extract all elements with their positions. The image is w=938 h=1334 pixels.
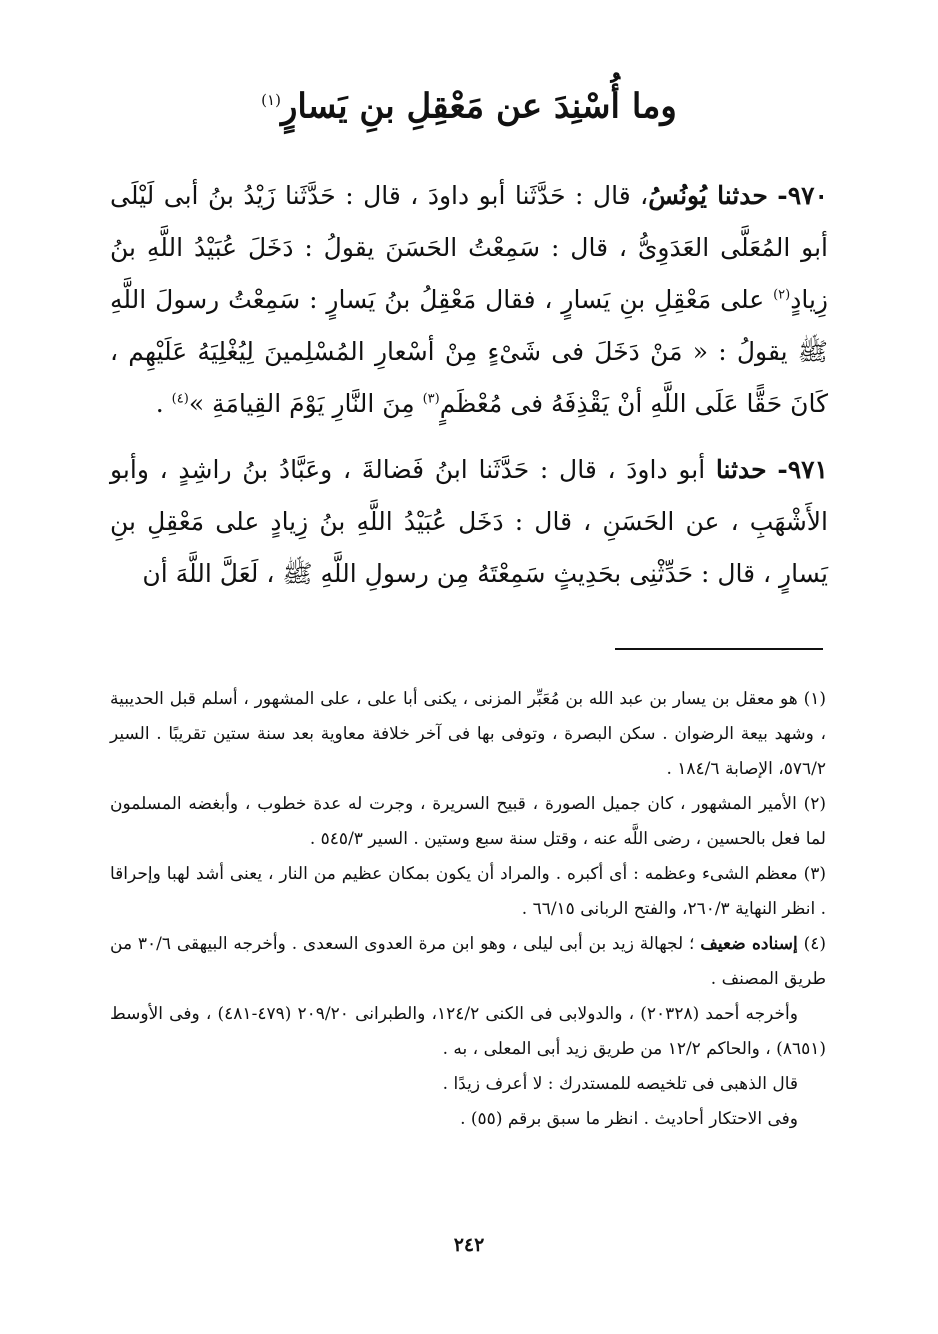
footnote-4-grading: إسناده ضعيف <box>700 934 798 954</box>
section-title-text: وما أُسْنِدَ عن مَعْقِلِ بنِ يَسارٍ <box>280 86 677 127</box>
footnote-separator <box>615 648 823 650</box>
hadith-text: مِنَ النَّارِ يَوْمَ القِيامَةِ » <box>188 389 423 418</box>
hadith-971 <box>110 444 828 600</box>
footnote-marker-2: (٢) <box>773 287 791 303</box>
footnote-4-marker: (٤) <box>803 934 826 954</box>
hadith-text: على مَعْقِلِ بنِ يَسارٍ ، فقال مَعْقِلُ بنُ يَسارٍ : سَمِعْتُ رسولَ اللَّهِ ﷺ يقولُ : « مَنْ دَخَلَ فى شَىْءٍ مِنْ أسْعارِ المُسْلِمينَ لِيُغْلِيَهُ عَلَيْهِم ، كَانَ حَقًّا عَلَى اللَّهِ أنْ يَقْذِفَهُ فى مُعْظَمٍ <box>110 285 829 418</box>
title-footnote-marker: (١) <box>261 91 281 109</box>
hadith-number: ٩٧٠- <box>777 181 828 210</box>
footnote-4-continuation: قال الذهبى فى تلخيصه للمستدرك : لا أعرف زيدًا . <box>442 1074 798 1094</box>
hadith-number: ٩٧١- <box>777 455 828 484</box>
footnote-marker-3: (٣) <box>422 391 440 407</box>
hadith-text: ، قال : حَدَّثَنا أبو داودَ ، قال : حَدَّثَنا زَيْدُ بنُ أبى لَيْلَى أبو المُعَلَّى العَدَوِىُّ ، قال : سَمِعْتُ الحَسَنَ يقولُ : دَخَلَ عُبَيْدُ اللَّهِ بنُ زِيادٍ <box>110 181 828 314</box>
page-number: ٢٤٢ <box>453 1234 485 1256</box>
footnotes <box>110 682 826 1137</box>
hadith-text: . <box>155 389 172 418</box>
footnote-4-continuation: وأخرجه أحمد (٢٠٣٢٨) ، والدولابى فى الكنى ١٢٤/٢، والطبرانى ٢٠٩/٢٠ (٤٧٩-٤٨١) ، وفى الأوسط (٨٦٥١) ، والحاكم ١٢/٢ من طريق زيد أبى المعلى ، به . <box>110 1004 826 1059</box>
footnote-1: (١) هو معقل بن يسار بن عبد الله بن مُعَبِّر المزنى ، يكنى أبا على ، على المشهور ، أسلم قبل الحديبية ، وشهد بيعة الرضوان . سكن البصرة ، وتوفى بها فى آخر خلافة معاوية بعد سنة ستين تقريبًا . السير ٥٧٦/٢، الإصابة ١٨٤/٦ . <box>110 689 826 779</box>
hadith-970 <box>110 170 828 430</box>
footnote-4-text: ؛ لجهالة زيد بن أبى ليلى ، وهو ابن مرة العدوى السعدى . وأخرجه البيهقى ٣٠/٦ من طريق المصنف . <box>110 934 826 989</box>
hadith-text: أبو داودَ ، قال : حَدَّثَنا ابنُ فَضالةَ ، وعَبَّادُ بنُ راشِدٍ ، وأبو الأَشْهَبِ ، عن الحَسَنِ ، قال : دَخَل عُبَيْدُ اللَّهِ بنُ زِيادٍ على مَعْقِلِ بنِ يَسارٍ ، قال : حَدِّثْنِى بحَدِيثٍ سَمِعْتَهُ مِن رسولِ اللَّهِ ﷺ ، لَعَلَّ اللَّهَ أن <box>110 455 828 588</box>
main-text <box>110 170 828 614</box>
section-title <box>100 72 838 134</box>
footnote-4-continuation: وفى الاحتكار أحاديث . انظر ما سبق برقم (٥٥) . <box>460 1109 798 1129</box>
hadith-lead: حدثنا <box>715 455 767 484</box>
footnote-marker-4: (٤) <box>171 391 189 407</box>
footnote-4 <box>110 927 826 997</box>
hadith-lead: حدثنا يُونُسُ <box>648 181 768 210</box>
footnote-2: (٢) الأمير المشهور ، كان جميل الصورة ، قبيح السريرة ، وجرت له عدة خطوب ، وأبغضه المسلمون لما فعل بالحسين ، رضى اللَّه عنه ، وقتل سنة سبع وستين . السير ٥٤٥/٣ . <box>110 794 826 849</box>
footnote-3: (٣) معظم الشىء وعظمه : أى أكبره . والمراد أن يكون بمكان عظيم من النار ، يعنى أشد لهبا وإحراقا . انظر النهاية ٢٦٠/٣، والفتح الربانى ٦٦/١٥ . <box>110 864 826 919</box>
